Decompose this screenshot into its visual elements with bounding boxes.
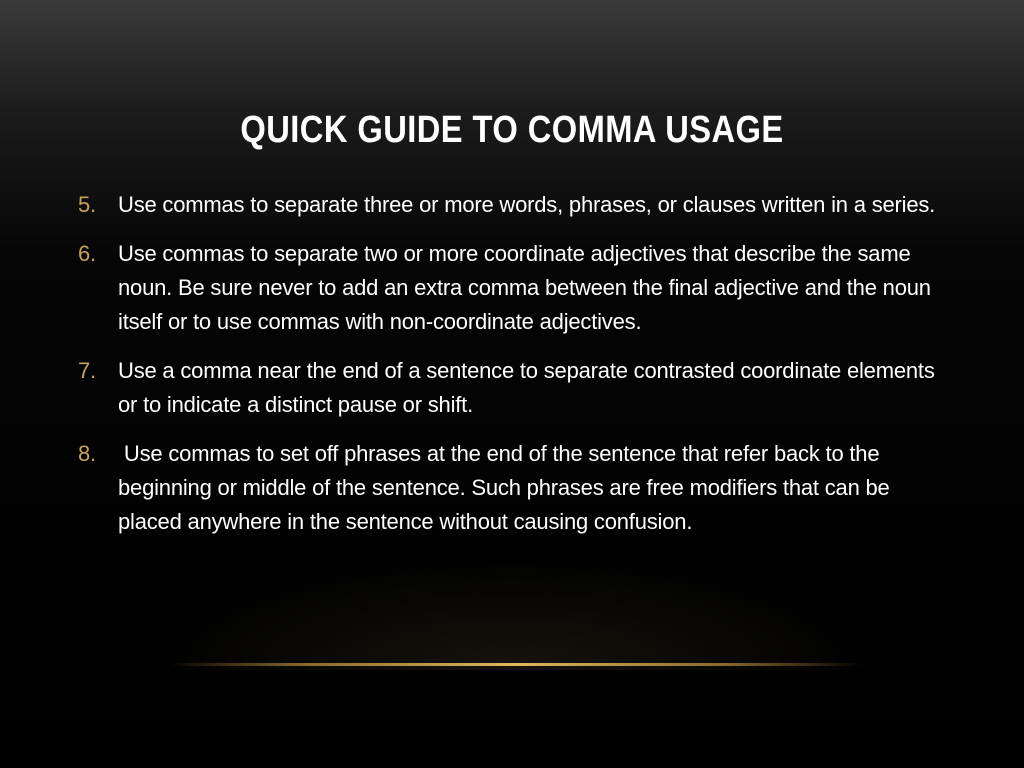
list-item: [78, 354, 958, 422]
slide-title: QUICK GUIDE TO COMMA USAGE: [240, 109, 784, 151]
list-item-text: Use commas to separate three or more words, phrases, or clauses written in a series.: [118, 192, 936, 217]
gold-divider-line: [170, 663, 860, 666]
list-item-number: 6.: [78, 241, 96, 266]
list-item-number: 5.: [78, 192, 96, 217]
list-item: [78, 437, 958, 539]
list-item-number: 7.: [78, 358, 96, 383]
list-item-text: Use commas to set off phrases at the end of the sentence that refer back to the beginning or middle of the sentence. Such phrases are free modifiers that can be placed anywhere in the sentence without causing confusion.: [118, 441, 896, 534]
list-item-number: 8.: [78, 441, 96, 466]
list-item: [78, 237, 958, 339]
list-item: [78, 188, 958, 222]
list-item-text: Use a comma near the end of a sentence to separate contrasted coordinate elements or to indicate a distinct pause or shift.: [118, 358, 941, 417]
list-item-text: Use commas to separate two or more coordinate adjectives that describe the same noun. Be sure never to add an extra comma between the final adjective and the noun itself or to use commas with non-coordinate adjectives.: [118, 241, 937, 334]
bottom-glow: [150, 560, 874, 670]
rule-list: [78, 188, 958, 554]
